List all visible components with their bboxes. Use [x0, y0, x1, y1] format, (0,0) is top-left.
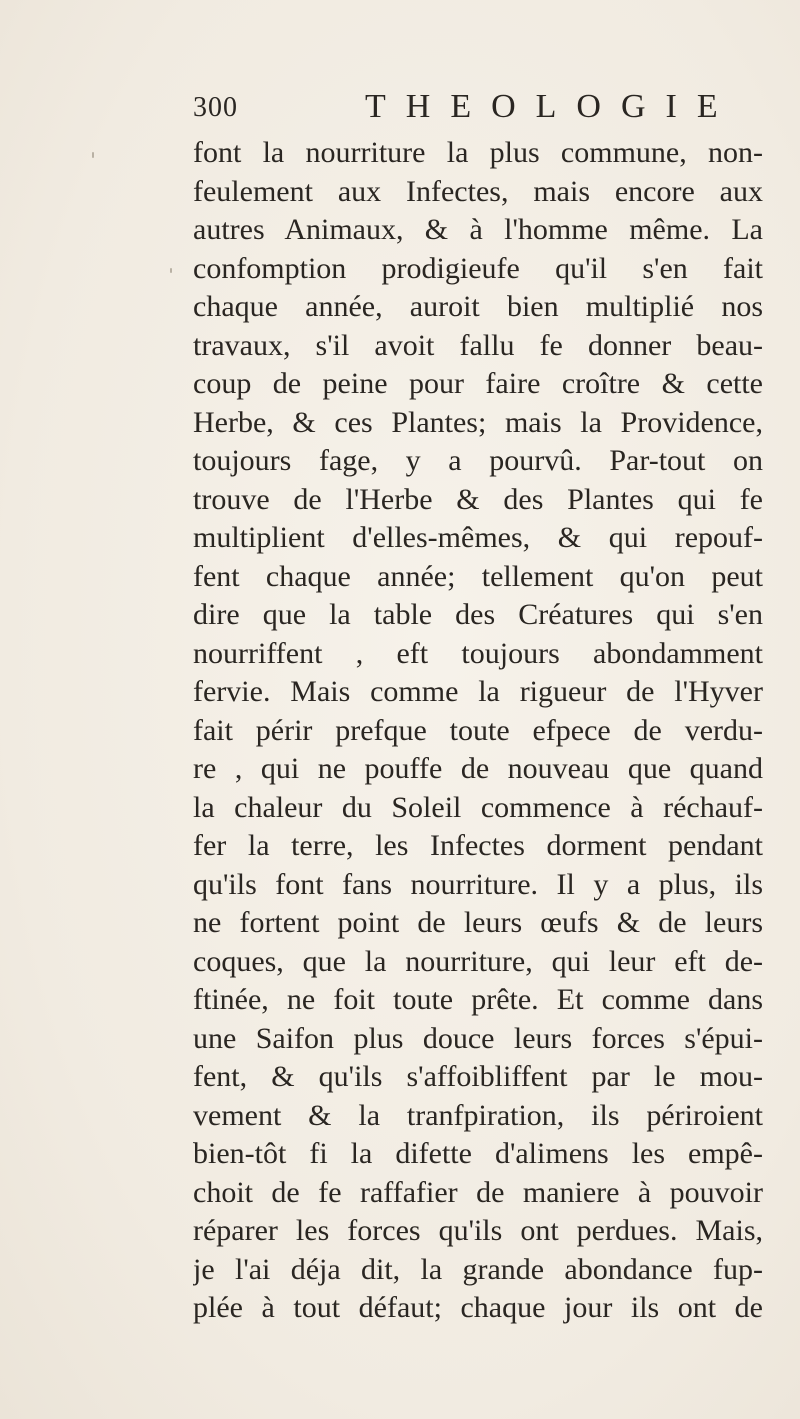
text-line: toujours fage, y a pourvû. Par-tout on [193, 444, 763, 477]
text-line: coques, que la nourriture, qui leur eft de- [193, 944, 763, 978]
text-line: je l'ai déja dit, la grande abondance fup- [193, 1252, 763, 1286]
text-line: fait périr prefque toute efpece de verdu- [193, 713, 763, 747]
text-line: plée à tout défaut; chaque jour ils ont de [193, 1291, 763, 1324]
text-line: vement & la tranfpiration, ils périroient [193, 1098, 763, 1132]
text-line: réparer les forces qu'ils ont perdues. Mais, [193, 1214, 763, 1247]
text-line: la chaleur du Soleil commence à réchauf- [193, 790, 763, 824]
text-line: chaque année, auroit bien multiplié nos [193, 290, 763, 323]
text-line: feulement aux Infectes, mais encore aux [193, 174, 763, 208]
text-line: multiplient d'elles-mêmes, & qui repouf- [193, 521, 763, 554]
page-header [193, 88, 763, 128]
text-line: nourriffent , eft toujours abondamment [193, 636, 763, 670]
text-line: trouve de l'Herbe & des Plantes qui fe [193, 482, 763, 516]
text-line: fent chaque année; tellement qu'on peut [193, 559, 763, 593]
text-line: une Saifon plus douce leurs forces s'épui- [193, 1021, 763, 1055]
text-line: fent, & qu'ils s'affoibliffent par le mou- [193, 1060, 763, 1093]
text-line: fer la terre, les Infectes dorment pendant [193, 829, 763, 862]
paper-speck [170, 268, 172, 273]
text-line: font la nourriture la plus commune, non- [193, 136, 763, 169]
text-line: autres Animaux, & à l'homme même. La [193, 213, 763, 246]
text-line: confomption prodigieufe qu'il s'en fait [193, 251, 763, 285]
text-line: choit de fe raffafier de maniere à pouvoir [193, 1175, 763, 1209]
text-line: ne fortent point de leurs œufs & de leurs [193, 906, 763, 939]
text-line: dire que la table des Créatures qui s'en [193, 598, 763, 631]
paper-speck [92, 152, 94, 158]
text-line: Herbe, & ces Plantes; mais la Providence, [193, 405, 763, 439]
text-line: fervie. Mais comme la rigueur de l'Hyver [193, 675, 763, 708]
running-head: THEOLOGIE [365, 88, 738, 125]
page-number: 300 [193, 92, 238, 123]
body-text [193, 134, 763, 1328]
text-line: re , qui ne pouffe de nouveau que quand [193, 752, 763, 785]
text-line: travaux, s'il avoit fallu fe donner beau- [193, 328, 763, 362]
text-line: coup de peine pour faire croître & cette [193, 367, 763, 400]
text-line: qu'ils font fans nourriture. Il y a plus, ils [193, 867, 763, 901]
text-line: bien-tôt fi la difette d'alimens les empê- [193, 1137, 763, 1170]
text-line: ftinée, ne foit toute prête. Et comme dans [193, 983, 763, 1016]
